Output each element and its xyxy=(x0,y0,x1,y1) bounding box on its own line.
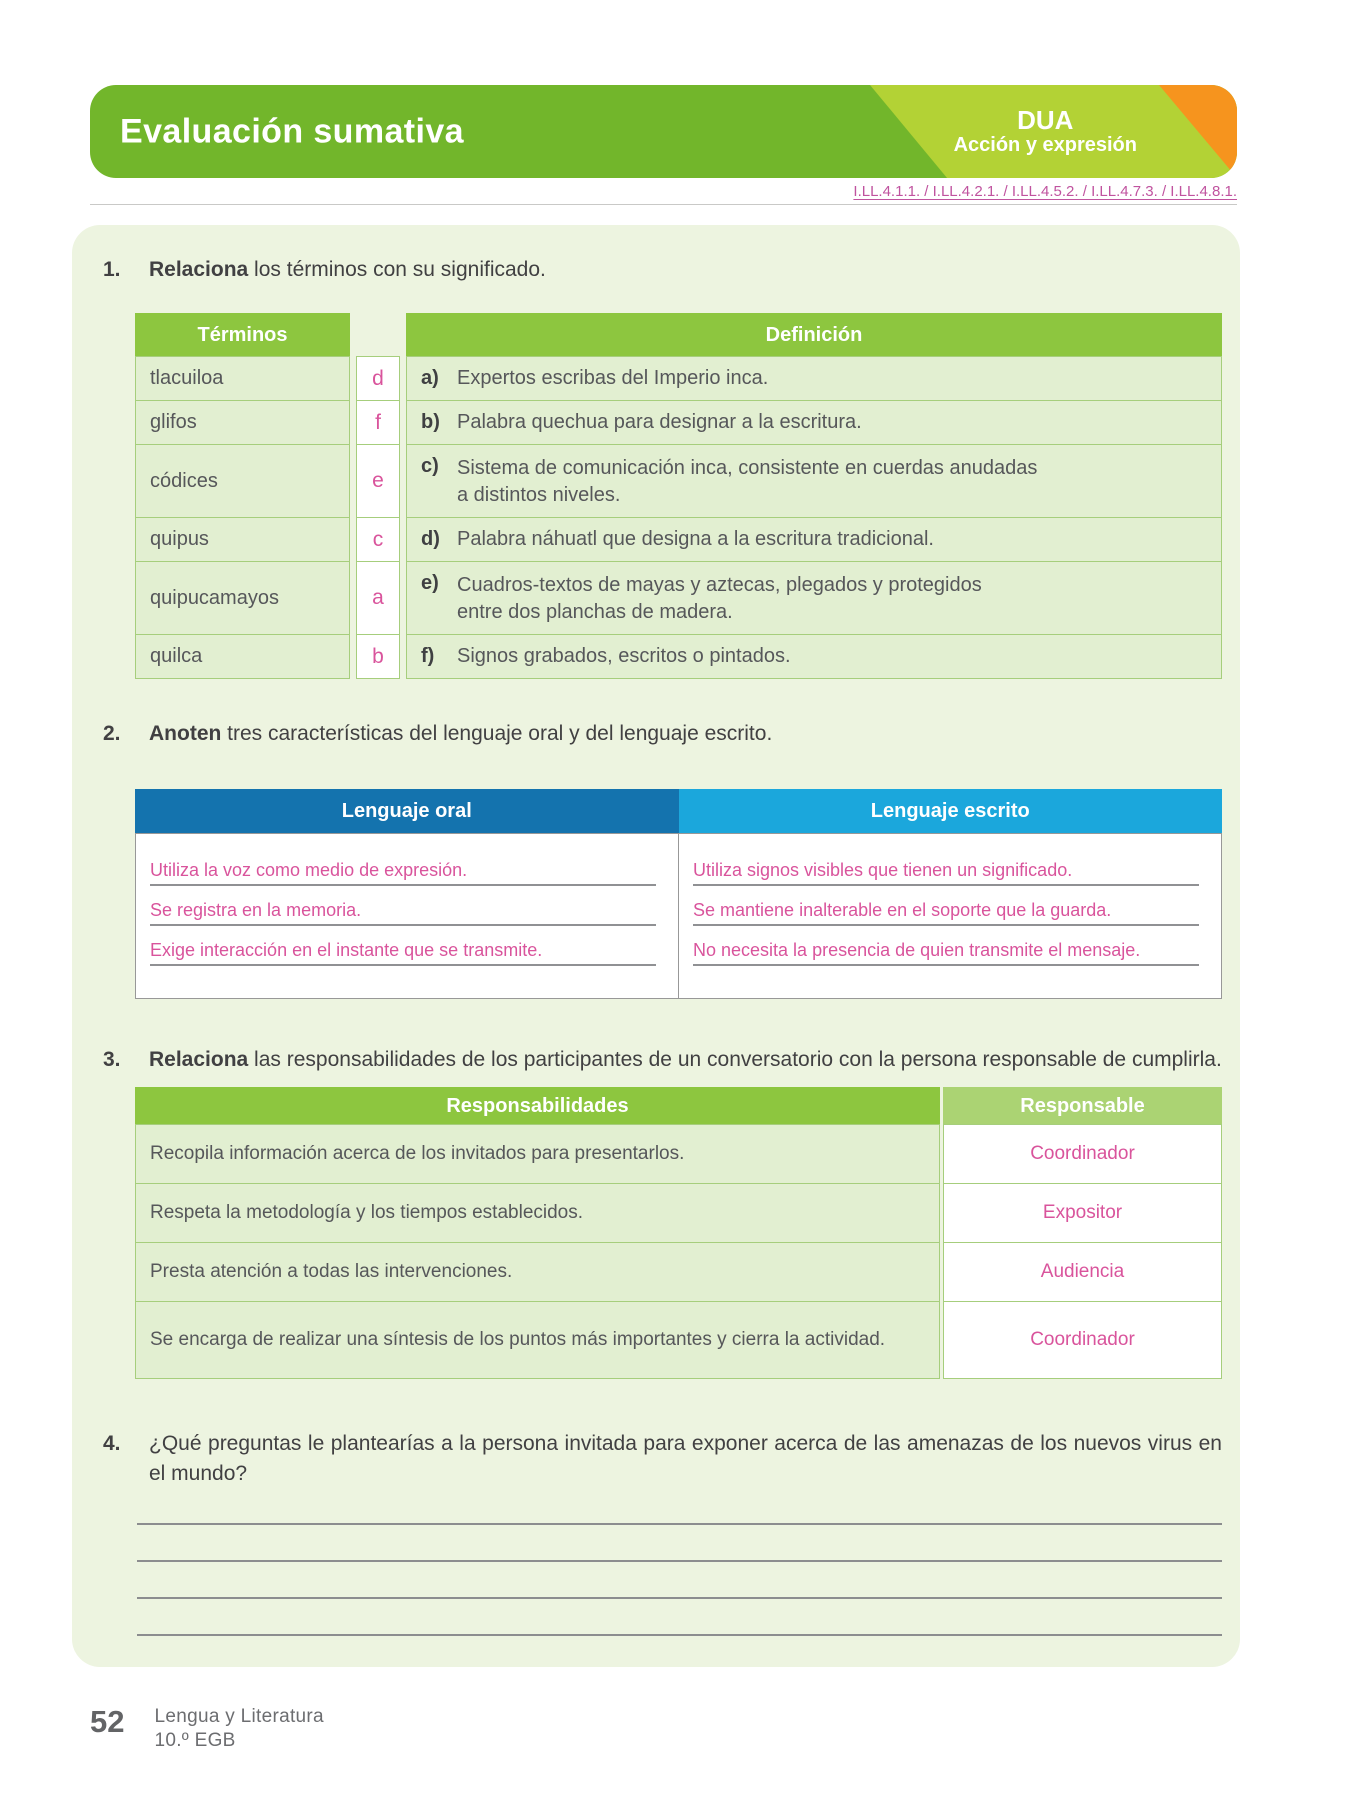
question-2-verb: Anoten xyxy=(149,722,222,745)
written-answer-line: Utiliza signos visibles que tienen un significado. xyxy=(693,846,1199,886)
responsible-answer-cell: Audiencia xyxy=(943,1242,1222,1302)
responsibilities-table xyxy=(135,1087,1222,1379)
question-2-text xyxy=(149,719,1222,749)
responsible-answer-cell: Coordinador xyxy=(943,1301,1222,1379)
definition-cell xyxy=(406,400,1222,445)
definition-letter: a) xyxy=(421,367,439,389)
question-2-number: 2. xyxy=(103,722,121,745)
table-row xyxy=(135,1183,1222,1243)
written-answer-line: Se registra en la memoria. xyxy=(150,886,656,926)
definition-text: Signos grabados, escritos o pintados. xyxy=(457,645,791,667)
book-info xyxy=(154,1705,323,1753)
question-3-number: 3. xyxy=(103,1048,121,1071)
oral-column-header: Lenguaje oral xyxy=(135,789,679,833)
answer-cell: b xyxy=(356,634,400,679)
term-cell: glifos xyxy=(135,400,350,445)
oral-column xyxy=(136,834,678,998)
terms-table-header xyxy=(135,313,1222,357)
written-answer-line: No necesita la presencia de quien transmite el mensaje. xyxy=(693,926,1199,966)
table-row xyxy=(135,1124,1222,1184)
task-cell: Presta atención a todas las intervenciones. xyxy=(135,1242,940,1302)
term-cell: códices xyxy=(135,444,350,518)
blank-answer-line xyxy=(137,1562,1222,1599)
definition-letter: e) xyxy=(421,572,439,594)
language-table-body xyxy=(135,833,1222,999)
question-1-text xyxy=(149,255,1222,285)
task-cell: Recopila información acerca de los invitados para presentarlos. xyxy=(135,1124,940,1184)
question-2-prompt: tres características del lenguaje oral y del lenguaje escrito. xyxy=(221,722,773,745)
definition-cell xyxy=(406,517,1222,562)
responsible-answer-cell: Coordinador xyxy=(943,1124,1222,1184)
question-1-prompt: los términos con su significado. xyxy=(248,258,546,281)
page-footer xyxy=(90,1705,1350,1753)
dua-badge xyxy=(954,106,1137,156)
responsible-answer-cell: Expositor xyxy=(943,1183,1222,1243)
standards-strip xyxy=(90,183,1237,205)
written-answer-line: Se mantiene inalterable en el soporte que la guarda. xyxy=(693,886,1199,926)
answer-cell: e xyxy=(356,444,400,518)
task-cell: Respeta la metodología y los tiempos establecidos. xyxy=(135,1183,940,1243)
question-1-verb: Relaciona xyxy=(149,258,249,281)
question-3-text xyxy=(149,1045,1222,1075)
subject-label: Lengua y Literatura xyxy=(154,1706,324,1727)
table-row xyxy=(135,1301,1222,1379)
written-column-header: Lenguaje escrito xyxy=(679,789,1223,833)
grade-label: 10.º EGB xyxy=(154,1729,236,1751)
table-row xyxy=(135,561,1222,635)
written-answer-line: Exige interacción en el instante que se transmite. xyxy=(150,926,656,966)
term-cell: quipucamayos xyxy=(135,561,350,635)
language-table-header xyxy=(135,789,1222,833)
answer-cell: c xyxy=(356,517,400,562)
answer-cell: d xyxy=(356,356,400,401)
definition-letter: f) xyxy=(421,645,435,667)
blank-answer-line xyxy=(137,1501,1222,1525)
answer-cell: a xyxy=(356,561,400,635)
dua-label: DUA xyxy=(1017,104,1074,135)
definition-letter: c) xyxy=(421,455,439,477)
definition-text: Palabra náhuatl que designa a la escritura tradicional. xyxy=(457,528,934,550)
language-table xyxy=(135,789,1222,999)
answer-cell: f xyxy=(356,400,400,445)
definition-text: Sistema de comunicación inca, consistente en cuerdas anudadas a distintos niveles. xyxy=(457,457,1038,506)
definition-cell xyxy=(406,634,1222,679)
responsible-column-header: Responsable xyxy=(943,1087,1222,1125)
term-cell: quipus xyxy=(135,517,350,562)
responsibilities-column-header: Responsabilidades xyxy=(135,1087,940,1125)
question-4-number: 4. xyxy=(103,1432,121,1455)
question-3 xyxy=(103,1045,1222,1075)
written-answer-line: Utiliza la voz como medio de expresión. xyxy=(150,846,656,886)
definition-column-header: Definición xyxy=(406,313,1222,357)
dua-sublabel: Acción y expresión xyxy=(953,133,1137,156)
definition-letter: b) xyxy=(421,411,440,433)
definition-text: Palabra quechua para designar a la escritura. xyxy=(457,411,862,433)
blank-answer-line xyxy=(137,1599,1222,1636)
definition-letter: d) xyxy=(421,528,440,550)
definition-cell xyxy=(406,356,1222,401)
blank-answer-line xyxy=(137,1525,1222,1562)
table-row xyxy=(135,634,1222,679)
page-number: 52 xyxy=(90,1704,125,1739)
definition-text: Cuadros-textos de mayas y aztecas, plegados y protegidos entre dos planchas de madera. xyxy=(457,574,982,623)
question-4 xyxy=(103,1429,1222,1489)
question-4-prompt: ¿Qué preguntas le plantearías a la persona invitada para exponer acerca de las amenazas de los nuevos virus en el mundo? xyxy=(149,1432,1222,1485)
header-banner xyxy=(90,85,1237,178)
definition-cell xyxy=(406,444,1222,518)
standards-codes: I.LL.4.1.1. / I.LL.4.2.1. / I.LL.4.5.2. / I.LL.4.7.3. / I.LL.4.8.1. xyxy=(853,183,1237,200)
term-cell: quilca xyxy=(135,634,350,679)
task-cell: Se encarga de realizar una síntesis de los puntos más importantes y cierra la actividad. xyxy=(135,1301,940,1379)
answer-column-header xyxy=(356,313,400,357)
question-1-number: 1. xyxy=(103,258,121,281)
page-title: Evaluación sumativa xyxy=(120,112,464,150)
table-row xyxy=(135,444,1222,518)
definition-text: Expertos escribas del Imperio inca. xyxy=(457,367,769,389)
table-row xyxy=(135,1242,1222,1302)
question-3-prompt: las responsabilidades de los participantes de un conversatorio con la persona responsable de cumplirla. xyxy=(248,1048,1222,1071)
terms-column-header: Términos xyxy=(135,313,350,357)
question-1 xyxy=(103,225,1222,285)
definition-cell xyxy=(406,561,1222,635)
answer-lines xyxy=(137,1501,1222,1636)
terms-match-table xyxy=(135,313,1222,679)
content-panel xyxy=(72,225,1240,1667)
written-column xyxy=(678,834,1221,998)
table-row xyxy=(135,517,1222,562)
table-row xyxy=(135,400,1222,445)
question-3-verb: Relaciona xyxy=(149,1048,249,1071)
question-2 xyxy=(103,719,1222,749)
responsibilities-table-header xyxy=(135,1087,1222,1125)
table-row xyxy=(135,356,1222,401)
term-cell: tlacuiloa xyxy=(135,356,350,401)
